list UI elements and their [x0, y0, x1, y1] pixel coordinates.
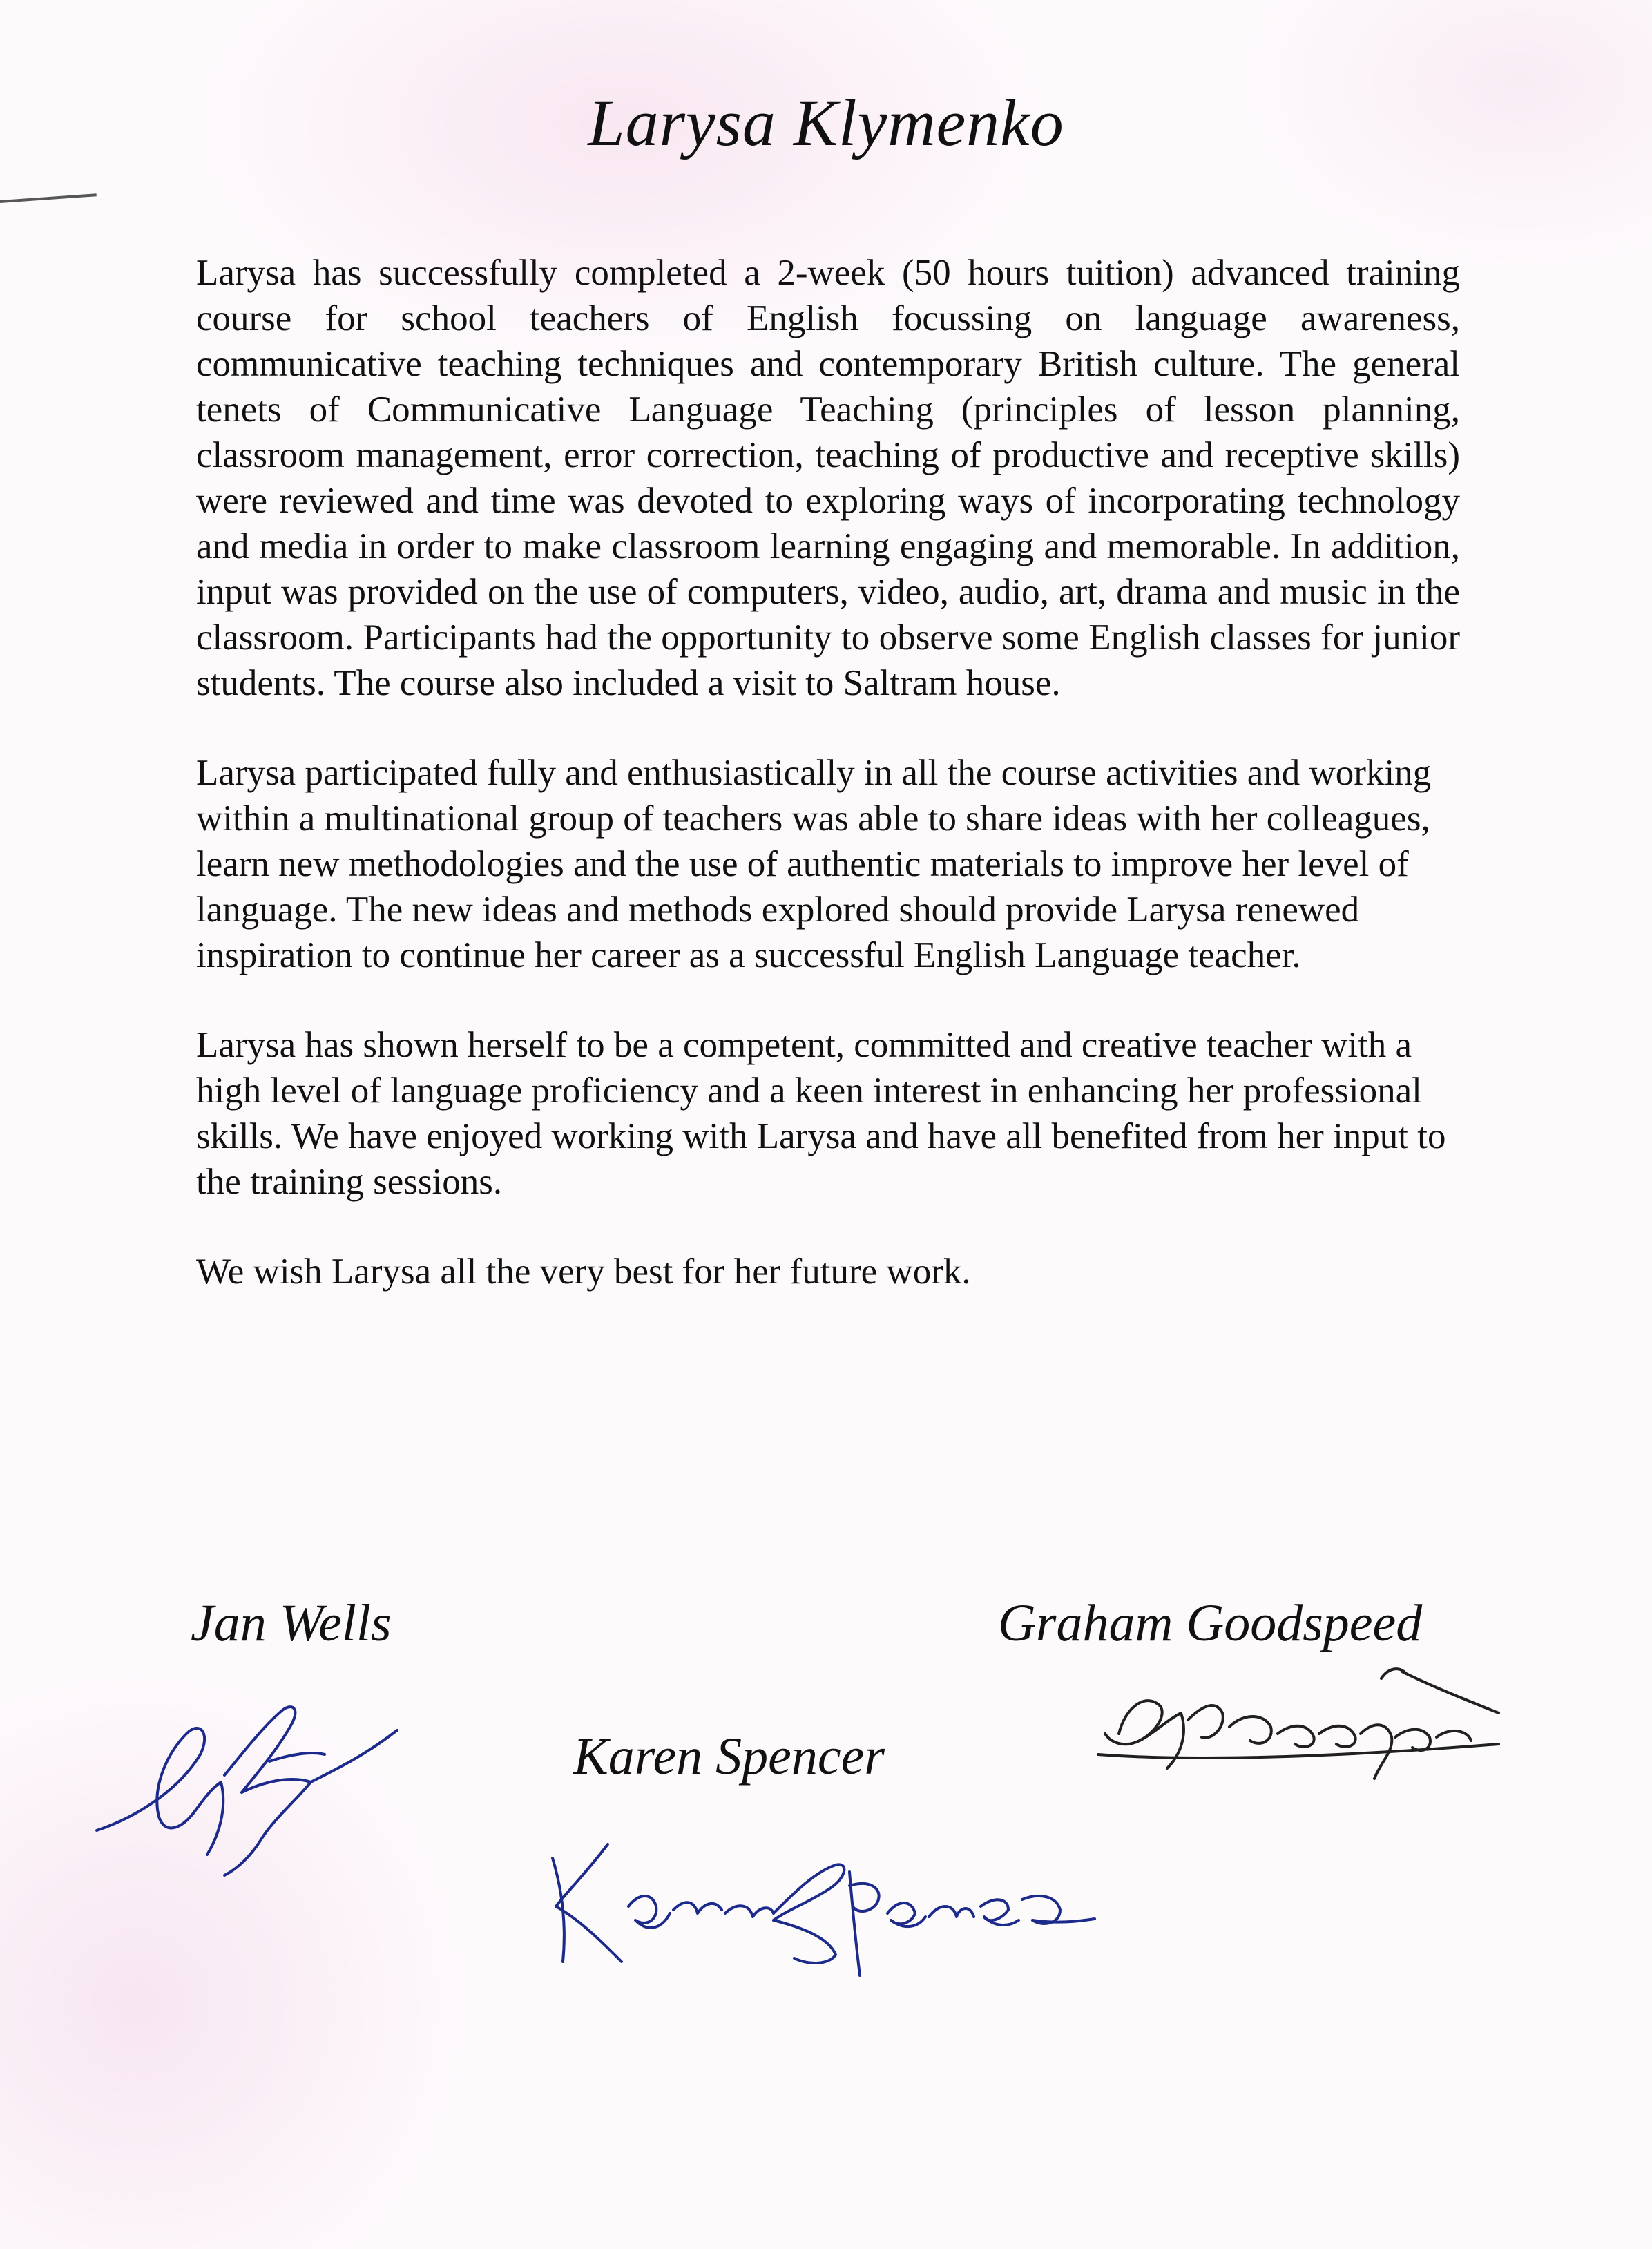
letter-body: [196, 250, 1460, 1339]
signature-jan-wells: [83, 1678, 401, 1879]
signature-graham-goodspeed-drawing: [1084, 1658, 1512, 1796]
paragraph-participation: Larysa participated fully and enthusiastically in all the course activities and working within a multinational group of teachers was able to share ideas with her colleagues, learn new methodologies and the use of authentic materials to improve her level of language. The new ideas and methods explored should provide Larysa renewed inspiration to continue her career as a successful English Language teacher.: [196, 753, 1432, 975]
paragraph-course-summary: Larysa has successfully completed a 2-week (50 hours tuition) advanced training course for school teachers of English focussing on language awareness, communicative teaching techniques and contemporary British culture. The general tenets of Communicative Language Teaching (principles of lesson planning, classroom management, error correction, teaching of productive and receptive skills) were reviewed and time was devoted to exploring ways of incorporating technology and media in order to make classroom learning engaging and memorable. In addition, input was provided on the use of computers, video, audio, art, drama and music in the classroom. Participants had the opportunity to observe some English classes for junior students. The course also included a visit to Saltram house.: [196, 253, 1460, 703]
signature-karen-spencer-drawing: [525, 1817, 1098, 1989]
signature-graham-goodspeed: [1084, 1658, 1512, 1796]
paragraph-assessment: Larysa has shown herself to be a competent, committed and creative teacher with a high level of language proficiency and a keen interest in enhancing her professional skills. We have enjoyed working with Larysa and have all benefited from her input to the training sessions.: [196, 1025, 1446, 1202]
paragraph-closing: We wish Larysa all the very best for her future work.: [196, 1252, 971, 1292]
recipient-name-title: Larysa Klymenko: [588, 86, 1064, 160]
signature-jan-wells-drawing: [83, 1678, 401, 1879]
signatory-name-karen-spencer: Karen Spencer: [573, 1728, 885, 1786]
signatory-name-graham-goodspeed: Graham Goodspeed: [998, 1594, 1423, 1652]
page-edge-mark: [0, 193, 97, 203]
signature-karen-spencer: [525, 1817, 1098, 1989]
signatory-name-jan-wells: Jan Wells: [191, 1594, 392, 1652]
